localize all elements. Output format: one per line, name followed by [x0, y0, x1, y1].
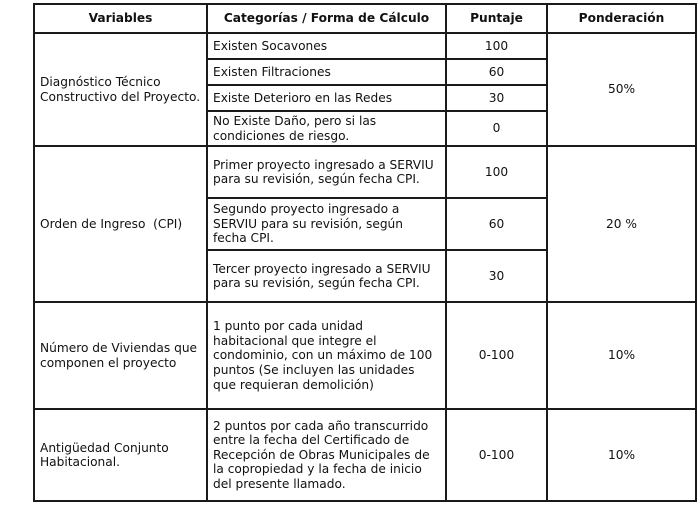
ponderacion-numero-viviendas: 10% [547, 302, 696, 409]
scoring-criteria-document [33, 3, 695, 502]
categoria-cell: Existen Filtraciones [207, 59, 446, 85]
scoring-criteria-table [33, 3, 697, 502]
categoria-cell: Segundo proyecto ingresado a SERVIU para su revisión, según fecha CPI. [207, 198, 446, 250]
header-puntaje: Puntaje [446, 4, 547, 33]
categoria-cell: No Existe Daño, pero si las condiciones de riesgo. [207, 111, 446, 146]
puntaje-cell: 0-100 [446, 409, 547, 501]
categoria-cell: 2 puntos por cada año transcurrido entre la fecha del Certificado de Recepción de Obras Municipales de la copropiedad y la fecha de inicio del presente llamado. [207, 409, 446, 501]
table-row [34, 146, 696, 198]
variable-antiguedad: Antigüedad Conjunto Habitacional. [34, 409, 207, 501]
table-row [34, 33, 696, 59]
header-row [34, 4, 696, 33]
categoria-cell: Primer proyecto ingresado a SERVIU para su revisión, según fecha CPI. [207, 146, 446, 198]
ponderacion-orden-ingreso: 20 % [547, 146, 696, 302]
variable-numero-viviendas: Número de Viviendas que componen el proyecto [34, 302, 207, 409]
puntaje-cell: 0 [446, 111, 547, 146]
variable-diagnostico: Diagnóstico Técnico Constructivo del Proyecto. [34, 33, 207, 146]
categoria-cell: Existe Deterioro en las Redes [207, 85, 446, 111]
categoria-cell: Tercer proyecto ingresado a SERVIU para su revisión, según fecha CPI. [207, 250, 446, 302]
header-ponderacion: Ponderación [547, 4, 696, 33]
header-categorias: Categorías / Forma de Cálculo [207, 4, 446, 33]
puntaje-cell: 30 [446, 250, 547, 302]
puntaje-cell: 60 [446, 198, 547, 250]
categoria-cell: Existen Socavones [207, 33, 446, 59]
table-row [34, 409, 696, 501]
table-row [34, 302, 696, 409]
variable-orden-ingreso: Orden de Ingreso (CPI) [34, 146, 207, 302]
puntaje-cell: 100 [446, 146, 547, 198]
puntaje-cell: 60 [446, 59, 547, 85]
puntaje-cell: 30 [446, 85, 547, 111]
ponderacion-antiguedad: 10% [547, 409, 696, 501]
header-variables: Variables [34, 4, 207, 33]
puntaje-cell: 100 [446, 33, 547, 59]
ponderacion-diagnostico: 50% [547, 33, 696, 146]
categoria-cell: 1 punto por cada unidad habitacional que integre el condominio, con un máximo de 100 puntos (Se incluyen las unidades que requieran demolición) [207, 302, 446, 409]
puntaje-cell: 0-100 [446, 302, 547, 409]
